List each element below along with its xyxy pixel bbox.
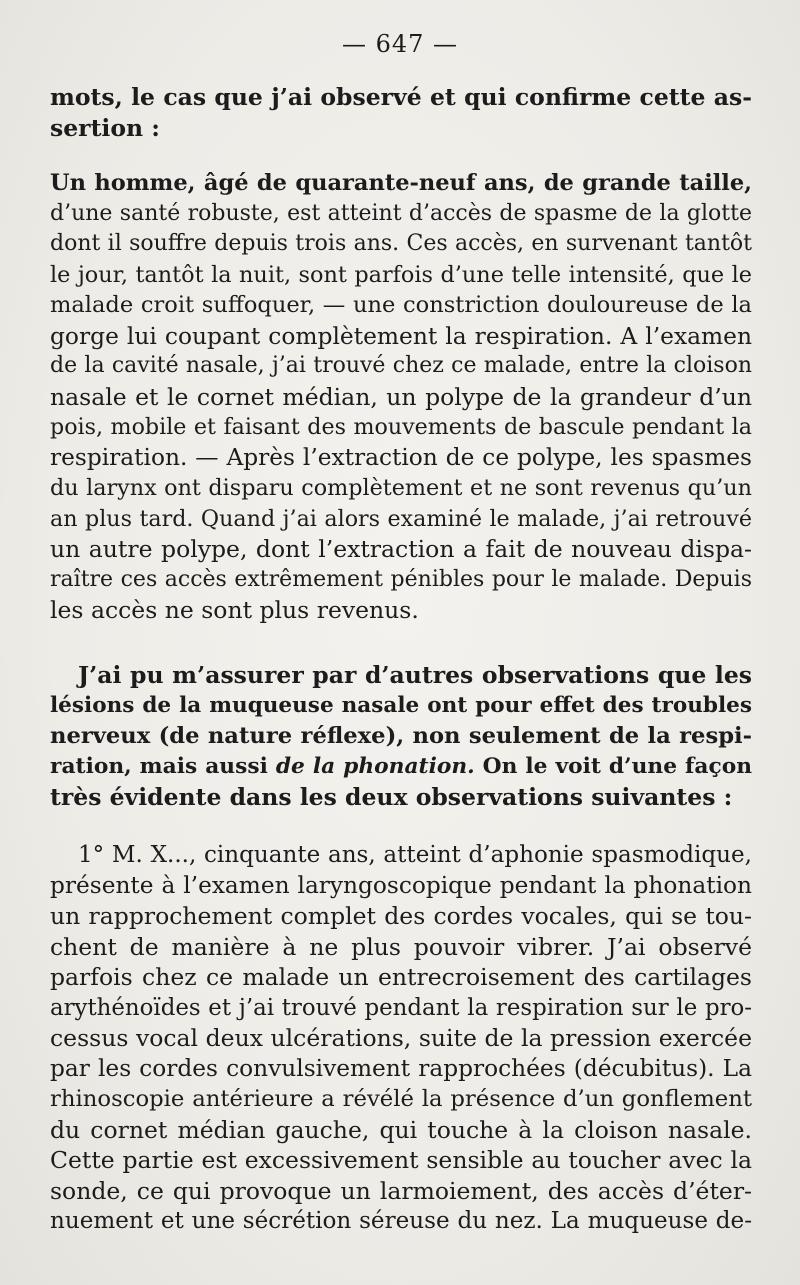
- text-line: du larynx ont disparu complètement et ne sont revenus qu’un: [50, 475, 752, 501]
- text-line: nuement et une sécrétion séreuse du nez. La muqueuse de-: [50, 1208, 752, 1234]
- text-line: arythénoïdes et j’ai trouvé pendant la respiration sur le pro-: [50, 994, 752, 1021]
- page-number: — 647 —: [341, 30, 459, 58]
- text-line: d’une santé robuste, est atteint d’accès de spasme de la glotte: [50, 200, 752, 226]
- text-line: an plus tard. Quand j’ai alors examiné le malade, j’ai retrouvé: [50, 505, 752, 532]
- text-line: un rapprochement complet des cordes vocales, qui se tou-: [50, 902, 752, 930]
- text-line: rhinoscopie antérieure a révélé la présence d’un gonflement: [50, 1086, 752, 1112]
- paragraph-observation-1: [50, 840, 752, 1237]
- paragraph-reflex-observations: [50, 660, 752, 813]
- text-line: sertion :: [50, 113, 160, 142]
- text-line: gorge lui coupant complètement la respiration. A l’examen: [50, 321, 752, 350]
- text-line-with-emphasis: [50, 752, 752, 783]
- text-line: raître ces accès extrêmement pénibles pour le malade. Depuis: [50, 566, 752, 592]
- text-line: respiration. — Après l’extraction de ce polype, les spasmes: [50, 443, 752, 471]
- text-line: présente à l’examen laryngoscopique pendant la phonation: [50, 871, 752, 899]
- text-line: du cornet médian gauche, qui touche à la cloison nasale.: [50, 1115, 752, 1144]
- text-line: par les cordes convulsivement rapprochées (décubitus). La: [50, 1054, 752, 1082]
- text-line: nasale et le cornet médian, un polype de la grandeur d’un: [50, 382, 752, 411]
- text-line: Un homme, âgé de quarante-neuf ans, de grande taille,: [50, 170, 752, 196]
- text-line: chent de manière à ne plus pouvoir vibrer. J’ai observé: [50, 932, 752, 961]
- text-line: pois, mobile et faisant des mouvements de bascule pendant la: [50, 414, 752, 440]
- text-line: un autre polype, dont l’extraction a fait de nouveau dispa-: [50, 535, 752, 563]
- text-line: Cette partie est excessivement sensible au toucher avec la: [50, 1146, 752, 1174]
- paragraph-case-observation: [50, 168, 752, 626]
- text-line: 1° M. X..., cinquante ans, atteint d’aphonie spasmodique,: [78, 842, 752, 868]
- text-line: parfois chez ce malade un entrecroisement des cartilages: [50, 963, 752, 991]
- text-line: nerveux (de nature réflexe), non seulement de la respi-: [50, 723, 752, 749]
- text-segment: ration, mais aussi: [50, 753, 276, 779]
- text-line: malade croit suffoquer, — une constriction douloureuse de la: [50, 292, 752, 318]
- text-line: sonde, ce qui provoque un larmoiement, des accès d’éter-: [50, 1176, 752, 1205]
- text-line: cessus vocal deux ulcérations, suite de la pression exercée: [50, 1024, 752, 1052]
- text-line: les accès ne sont plus revenus.: [50, 596, 419, 624]
- text-line: le jour, tantôt la nuit, sont parfois d’une telle intensité, que le: [50, 261, 752, 288]
- text-line: mots, le cas que j’ai observé et qui confirme cette as-: [50, 83, 752, 111]
- emphasis-phonation: de la phonation.: [275, 753, 475, 779]
- text-line: de la cavité nasale, j’ai trouvé chez ce malade, entre la cloison: [50, 353, 752, 378]
- text-segment: On le voit d’une façon: [474, 753, 752, 779]
- text-line: très évidente dans les deux observations suivantes :: [50, 783, 733, 811]
- text-line: lésions de la muqueuse nasale ont pour effet des troubles: [50, 692, 752, 718]
- text-line: dont il souffre depuis trois ans. Ces accès, en survenant tantôt: [50, 231, 752, 256]
- paragraph-continuation: [50, 82, 752, 143]
- text-line: J’ai pu m’assurer par d’autres observations que les: [78, 661, 752, 689]
